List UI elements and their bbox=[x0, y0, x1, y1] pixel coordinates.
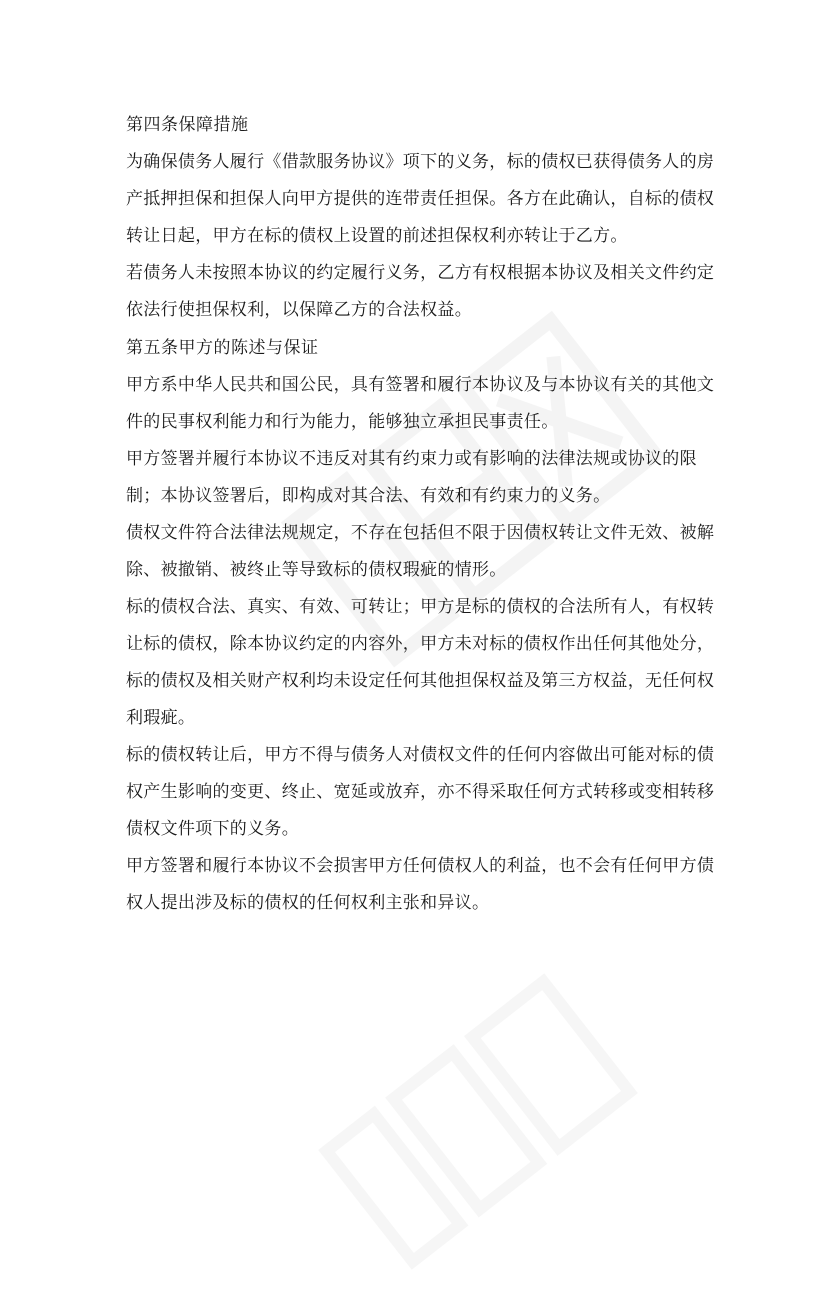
paragraph: 甲方签署并履行本协议不违反对其有约束力或有影响的法律法规或协议的限 制；本协议签署后，即构成对其合法、有效和有约束力的义务。 bbox=[126, 449, 697, 506]
paragraph: 甲方签署和履行本协议不会损害甲方任何债权人的利益，也不会有任何甲方债 权人提出涉及标的债权的任何权利主张和异议。 bbox=[126, 856, 715, 913]
section-heading-5: 第五条甲方的陈述与保证 bbox=[126, 338, 319, 358]
paragraph: 债权文件符合法律法规规定，不存在包括但不限于因债权转让文件无效、被解 除、被撤销、被终止等导致标的债权瑕疵的情形。 bbox=[126, 523, 715, 580]
document-body bbox=[126, 106, 716, 922]
paragraph: 标的债权转让后，甲方不得与债务人对债权文件的任何内容做出可能对标的债 权产生影响的变更、终止、宽延或放弃，亦不得采取任何方式转移或变相转移 债权文件项下的义务。 bbox=[126, 745, 715, 839]
paragraph: 为确保债务人履行《借款服务协议》项下的义务，标的债权已获得债务人的房 产抵押担保和担保人向甲方提供的连带责任担保。各方在此确认，自标的债权 转让日起，甲方在标的债权上设置的前述担保权利亦转让于乙方。 bbox=[126, 152, 715, 246]
paragraph: 甲方系中华人民共和国公民，具有签署和履行本协议及与本协议有关的其他文 件的民事权利能力和行为能力，能够独立承担民事责任。 bbox=[126, 375, 715, 432]
watermark-logo-lower bbox=[300, 949, 660, 1291]
section-heading-4: 第四条保障措施 bbox=[126, 115, 249, 135]
paragraph: 标的债权合法、真实、有效、可转让；甲方是标的债权的合法所有人，有权转 让标的债权，除本协议约定的内容外，甲方未对标的债权作出任何其他处分， 标的债权及相关财产权利均未设定任何其他担保权益及第三方权益，无任何权 利瑕疵。 bbox=[126, 597, 715, 728]
paragraph: 若债务人未按照本协议的约定履行义务，乙方有权根据本协议及相关文件约定 依法行使担保权利，以保障乙方的合法权益。 bbox=[126, 263, 715, 320]
